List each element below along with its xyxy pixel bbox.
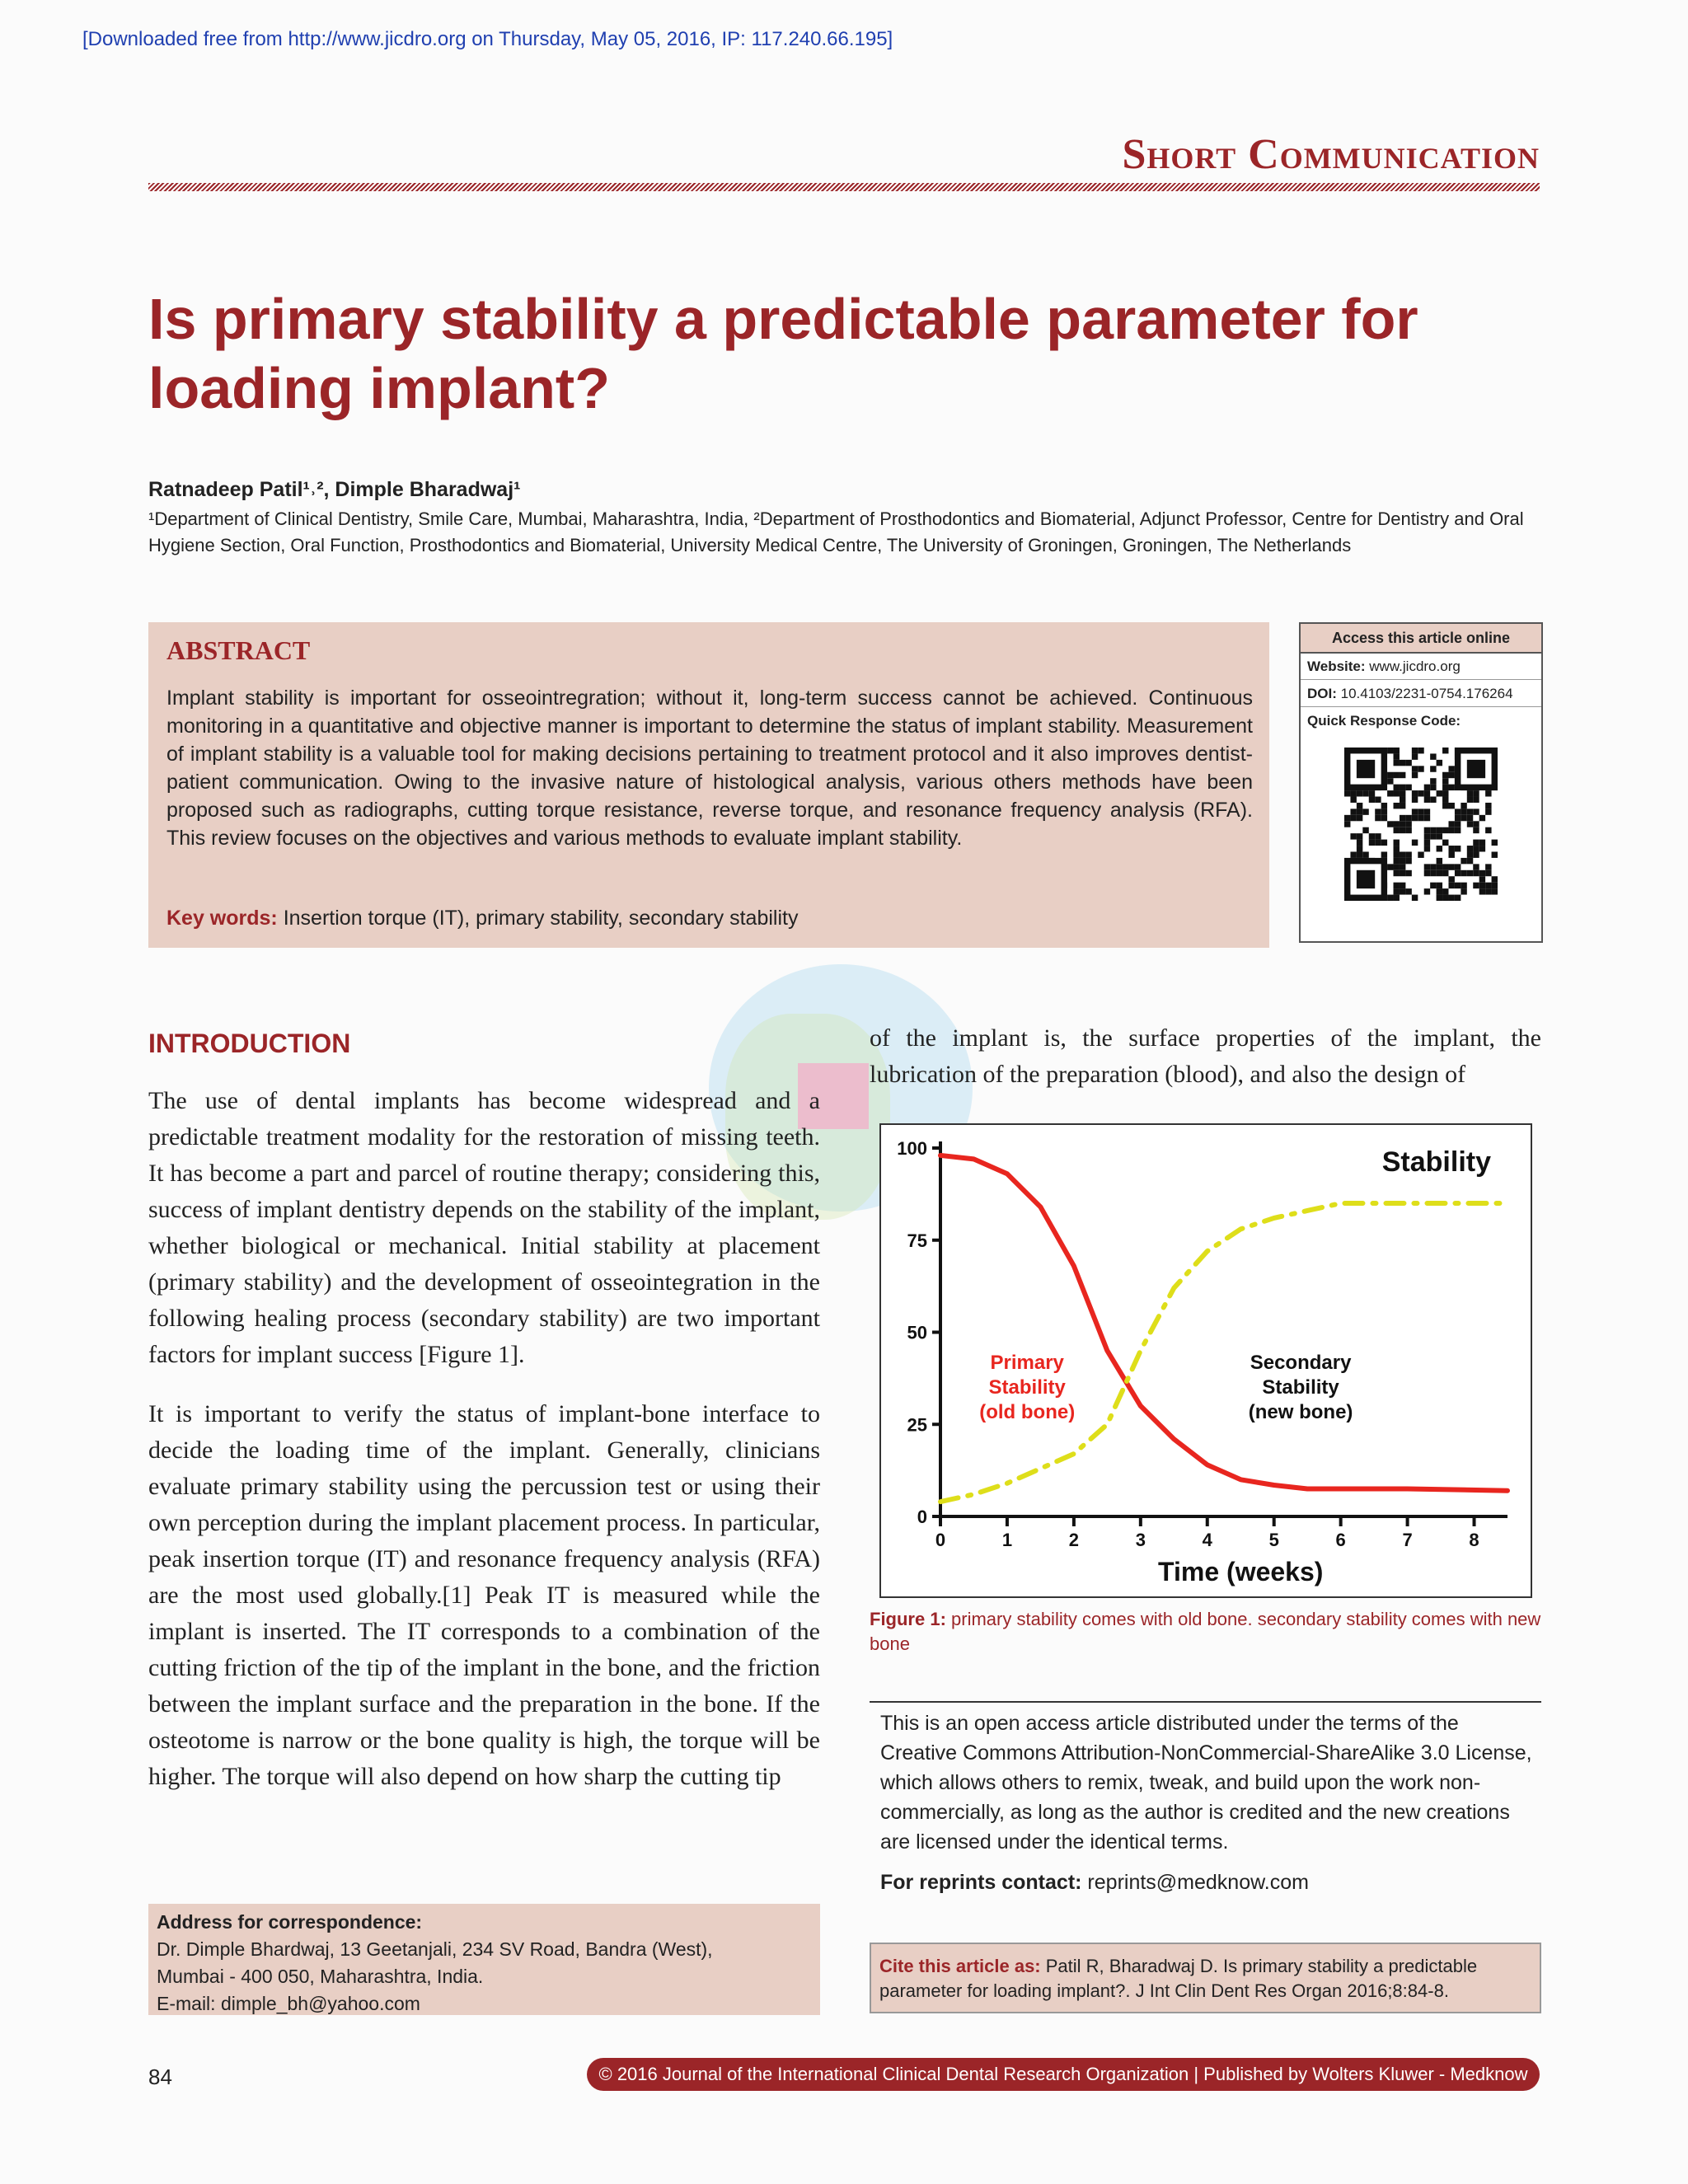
figure-1 — [879, 1123, 1532, 1598]
y-tick-label: 100 — [897, 1138, 927, 1159]
series-annotation-1: (old bone) — [979, 1401, 1076, 1424]
stability-chart — [881, 1125, 1531, 1596]
series-annotation-2: (new bone) — [1248, 1401, 1353, 1424]
reprints-contact — [880, 1871, 1309, 1895]
series-annotation-1: Primary — [990, 1352, 1064, 1375]
keywords-label: Key words: — [166, 907, 278, 930]
affiliations: ¹Department of Clinical Dentistry, Smile Care, Mumbai, Maharashtra, India, ²Department of Prosthodontics and Biomaterial, Adjunct Professor, Centre for Dentistry and Oral Hygiene Section, Oral Function, Prosthodontics and Biomaterial, University Medical Centre, The University of Groningen, Groningen, The Netherlands — [148, 509, 1524, 555]
x-tick-label: 3 — [1135, 1530, 1146, 1550]
x-tick-label: 5 — [1268, 1530, 1279, 1550]
abstract-heading: ABSTRACT — [166, 635, 311, 665]
y-tick-label: 75 — [907, 1230, 927, 1251]
intro-heading: INTRODUCTION — [148, 1029, 351, 1058]
x-tick-label: 2 — [1068, 1530, 1080, 1550]
authors: Ratnadeep Patil¹˒², Dimple Bharadwaj¹ — [148, 478, 521, 501]
section-label: Short Communication — [1122, 131, 1540, 178]
intro-paragraph-1: The use of dental implants has become widespread and a predictable treatment modality for the restoration of missing teeth. It has become a part and parcel of routine therapy; considering this, success of implant dentistry depends on the stability of the implant, whether biological or mechanical. Initial stability at placement (primary stability) and the development of osseointegration in the following healing process (secondary stability) are two important factors for implant success [Figure 1]. — [148, 1087, 820, 1368]
intro-paragraph-2: It is important to verify the status of implant-bone interface to decide the loading time of the implant. Generally, clinicians evaluate primary stability using the percussion test or using their own perception during the implant placement process. In particular, peak insertion torque (IT) and resonance frequency analysis (RFA) are the most used globally.[1] Peak IT is measured while the implant is inserted. The IT corresponds to a combination of the cutting friction of the tip of the implant in the bone, and the friction between the implant surface and the preparation in the bone. If the osteotome is narrow or the bone quality is high, the torque will be higher. The torque will also depend on how sharp the cutting tip — [148, 1400, 820, 1790]
access-heading: Access this article online — [1301, 624, 1541, 654]
address-line-1: Dr. Dimple Bhardwaj, 13 Geetanjali, 234 SV Road, Bandra (West), — [157, 1938, 713, 1960]
y-tick-label: 0 — [917, 1507, 927, 1527]
figure-caption — [870, 1607, 1541, 1657]
series-line-1 — [940, 1155, 1507, 1491]
keywords-value: Insertion torque (IT), primary stability, secondary stability — [277, 907, 799, 930]
address-box — [148, 1904, 820, 2015]
reprints-email[interactable]: reprints@medknow.com — [1081, 1871, 1309, 1894]
qr-label: Quick Response Code: — [1307, 713, 1461, 729]
open-access-rule — [870, 1701, 1541, 1703]
y-tick-label: 50 — [907, 1322, 927, 1343]
x-tick-label: 0 — [935, 1530, 946, 1550]
address-email[interactable]: E-mail: dimple_bh@yahoo.com — [157, 1993, 420, 2014]
website-link[interactable]: www.jicdro.org — [1365, 658, 1461, 674]
caption-text: primary stability comes with old bone. secondary stability comes with new bone — [870, 1609, 1541, 1654]
series-annotation-2: Stability — [1262, 1376, 1339, 1399]
x-tick-label: 4 — [1202, 1530, 1212, 1550]
x-tick-label: 1 — [1001, 1530, 1013, 1550]
series-annotation-1: Stability — [988, 1376, 1066, 1399]
cite-box — [870, 1943, 1541, 2013]
chart-title: Stability — [1381, 1146, 1491, 1178]
series-annotation-2: Secondary — [1250, 1352, 1352, 1375]
open-access-text: This is an open access article distributed under the terms of the Creative Commons Attribution-NonCommercial-ShareAlike 3.0 License, which allows others to remix, tweak, and build upon the work non-commercially, as long as the author is credited and the new creations are licensed under the identical terms. — [880, 1712, 1532, 1854]
intro-column-1 — [148, 1083, 820, 1818]
download-note: [Downloaded free from http://www.jicdro.org on Thursday, May 05, 2016, IP: 117.240.66.195] — [82, 28, 893, 50]
doi-value: 10.4103/2231-0754.176264 — [1336, 686, 1513, 701]
cite-text: Patil R, Bharadwaj D. Is primary stability a predictable parameter for loading implant?. J Int Clin Dent Res Organ 2016;8:84-8. — [879, 1956, 1478, 2001]
cite-label: Cite this article as: — [879, 1956, 1041, 1976]
address-heading: Address for correspondence: — [157, 1911, 423, 1933]
footer-banner: © 2016 Journal of the International Clinical Dental Research Organization | Published by Wolters Kluwer - Medknow — [587, 2058, 1540, 2091]
intro-column-2: of the implant is, the surface properties of the implant, the lubrication of the preparation (blood), and also the design of — [870, 1024, 1541, 1088]
doi-row — [1301, 681, 1541, 707]
caption-label: Figure 1: — [870, 1609, 946, 1629]
x-tick-label: 8 — [1469, 1530, 1479, 1550]
x-tick-label: 7 — [1402, 1530, 1413, 1550]
abstract-text: Implant stability is important for osseointregration; without it, long-term success cannot be achieved. Continuous monitoring in a quantitative and objective manner is important to determine the status of implant stability. Measurement of implant stability is a valuable tool for making decisions pertaining to treatment protocol and it also improves dentist-patient communication. Owing to the invasive nature of histological analysis, various others methods have been proposed such as radiographs, cutting torque resistance, reverse torque, and resonance frequency analysis (RFA). This review focuses on the objectives and various methods to evaluate implant stability. — [166, 687, 1253, 850]
y-tick-label: 25 — [907, 1414, 927, 1436]
doi-label: DOI: — [1307, 686, 1337, 701]
reprints-label: For reprints contact: — [880, 1871, 1082, 1894]
article-title: Is primary stability a predictable parameter for loading implant? — [148, 287, 1418, 420]
website-label: Website: — [1307, 658, 1366, 674]
qr-code-icon — [1344, 748, 1498, 901]
page-number: 84 — [148, 2064, 172, 2089]
x-axis-label: Time (weeks) — [1158, 1557, 1324, 1586]
address-line-2: Mumbai - 400 050, Maharashtra, India. — [157, 1966, 484, 1987]
keywords — [166, 907, 798, 930]
abstract-box — [148, 622, 1269, 948]
x-tick-label: 6 — [1335, 1530, 1346, 1550]
access-box — [1299, 622, 1543, 943]
header-rule — [148, 183, 1540, 191]
website-row — [1301, 654, 1541, 680]
